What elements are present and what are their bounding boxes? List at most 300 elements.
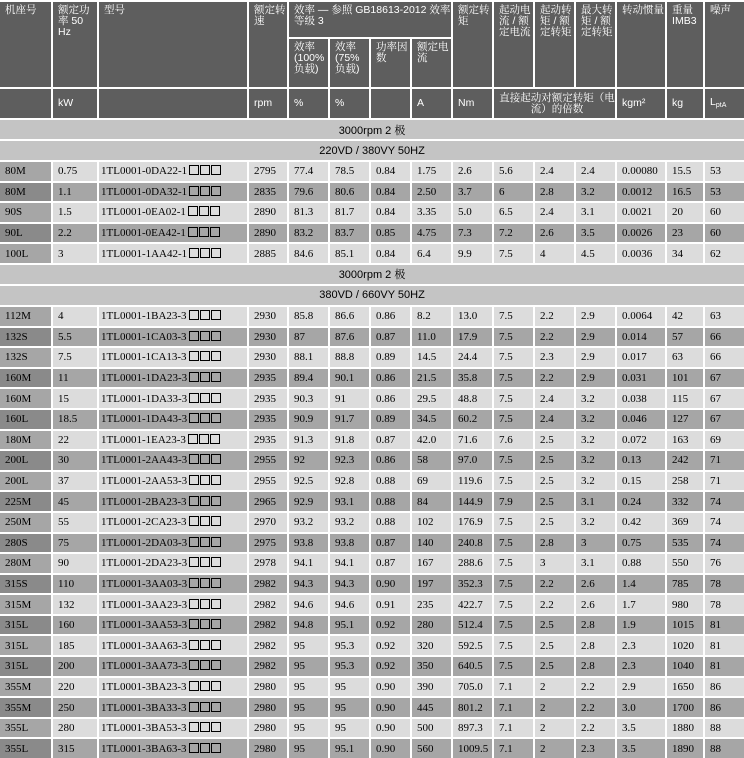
model-code: 1TL0001-0DA32-1 <box>101 185 188 198</box>
cell-start-current: 7.5 <box>493 574 534 595</box>
square-icon <box>189 351 199 361</box>
cell-max-torque: 2.9 <box>575 347 616 368</box>
cell-start-current: 6 <box>493 182 534 203</box>
col-eff75: 效率 (75% 负载) <box>329 38 370 88</box>
cell-max-torque: 4.5 <box>575 243 616 264</box>
unit-pf <box>370 88 411 119</box>
square-icon <box>211 310 221 320</box>
cell-model <box>98 409 248 430</box>
table-row <box>0 718 744 739</box>
option-boxes <box>188 475 221 487</box>
square-icon <box>200 186 210 196</box>
col-eff100: 效率 (100% 负载) <box>288 38 329 88</box>
table-row <box>0 574 744 595</box>
square-icon <box>200 475 210 485</box>
cell-torque: 640.5 <box>452 656 493 677</box>
cell-current: 445 <box>411 697 452 718</box>
square-icon <box>199 227 209 237</box>
square-icon <box>211 599 221 609</box>
cell-eff75: 95 <box>329 697 370 718</box>
cell-power: 37 <box>52 471 98 492</box>
col-start-current: 起动电流 / 额定电流 <box>493 1 534 88</box>
model-code: 1TL0001-2CA23-3 <box>101 516 187 529</box>
cell-eff75: 90.1 <box>329 368 370 389</box>
cell-model <box>98 368 248 389</box>
unit-current: A <box>411 88 452 119</box>
cell-weight: 1890 <box>666 738 704 758</box>
cell-current: 69 <box>411 471 452 492</box>
square-icon <box>200 516 210 526</box>
cell-eff100: 95 <box>288 656 329 677</box>
cell-pf: 0.90 <box>370 697 411 718</box>
square-icon <box>200 722 210 732</box>
cell-model <box>98 574 248 595</box>
cell-eff100: 94.6 <box>288 594 329 615</box>
col-power: 额定功率 50 Hz <box>52 1 98 88</box>
square-icon <box>189 248 199 258</box>
model-code: 1TL0001-0EA02-1 <box>101 206 186 219</box>
cell-weight: 57 <box>666 327 704 348</box>
cell-start-current: 7.5 <box>493 306 534 327</box>
option-boxes <box>188 454 221 466</box>
cell-torque: 705.0 <box>452 677 493 698</box>
square-icon <box>200 640 210 650</box>
cell-start-torque: 2.5 <box>534 615 575 636</box>
cell-power: 220 <box>52 677 98 698</box>
cell-inertia: 0.017 <box>616 347 666 368</box>
cell-frame: 355M <box>0 697 52 718</box>
square-icon <box>189 454 199 464</box>
cell-pf: 0.87 <box>370 327 411 348</box>
cell-noise: 67 <box>704 388 744 409</box>
unit-noise <box>704 88 744 119</box>
square-icon <box>189 186 199 196</box>
cell-power: 90 <box>52 553 98 574</box>
cell-weight: 332 <box>666 491 704 512</box>
cell-speed: 2885 <box>248 243 288 264</box>
cell-frame: 132S <box>0 347 52 368</box>
cell-current: 42.0 <box>411 430 452 451</box>
cell-inertia: 0.072 <box>616 430 666 451</box>
option-boxes <box>188 640 221 652</box>
cell-power: 185 <box>52 635 98 656</box>
cell-speed: 2980 <box>248 718 288 739</box>
cell-eff75: 94.3 <box>329 574 370 595</box>
cell-power: 4 <box>52 306 98 327</box>
cell-frame: 200L <box>0 471 52 492</box>
cell-start-torque: 2.5 <box>534 635 575 656</box>
cell-frame: 180M <box>0 430 52 451</box>
cell-torque: 5.0 <box>452 202 493 223</box>
cell-current: 84 <box>411 491 452 512</box>
cell-weight: 1650 <box>666 677 704 698</box>
model-code: 1TL0001-3BA33-3 <box>101 701 187 714</box>
cell-weight: 15.5 <box>666 161 704 182</box>
cell-eff100: 95 <box>288 697 329 718</box>
cell-eff75: 92.8 <box>329 471 370 492</box>
model-code: 1TL0001-3AA53-3 <box>101 619 188 632</box>
cell-torque: 240.8 <box>452 533 493 554</box>
cell-speed: 2970 <box>248 512 288 533</box>
table-row <box>0 738 744 758</box>
option-boxes <box>188 186 221 198</box>
square-icon <box>211 557 221 567</box>
cell-weight: 369 <box>666 512 704 533</box>
cell-power: 5.5 <box>52 327 98 348</box>
cell-start-torque: 3 <box>534 553 575 574</box>
cell-weight: 980 <box>666 594 704 615</box>
cell-noise: 78 <box>704 594 744 615</box>
cell-start-torque: 2.2 <box>534 306 575 327</box>
cell-pf: 0.89 <box>370 409 411 430</box>
col-efficiency-group: 效率 — 参照 GB18613-2012 效率等级 3 <box>288 1 452 38</box>
col-max-torque: 最大转矩 / 额定转矩 <box>575 1 616 88</box>
cell-eff100: 95 <box>288 677 329 698</box>
cell-max-torque: 2.4 <box>575 161 616 182</box>
square-icon <box>200 413 210 423</box>
cell-model <box>98 223 248 244</box>
square-icon <box>189 702 199 712</box>
table-row <box>0 677 744 698</box>
cell-start-current: 7.6 <box>493 430 534 451</box>
cell-weight: 101 <box>666 368 704 389</box>
option-boxes <box>188 702 221 714</box>
cell-eff75: 80.6 <box>329 182 370 203</box>
cell-current: 6.4 <box>411 243 452 264</box>
cell-start-torque: 2.4 <box>534 161 575 182</box>
square-icon <box>211 413 221 423</box>
cell-start-current: 7.5 <box>493 388 534 409</box>
square-icon <box>189 557 199 567</box>
option-boxes <box>188 372 221 384</box>
cell-torque: 3.7 <box>452 182 493 203</box>
model-code: 1TL0001-2AA53-3 <box>101 475 188 488</box>
cell-noise: 60 <box>704 223 744 244</box>
cell-power: 200 <box>52 656 98 677</box>
cell-pf: 0.87 <box>370 553 411 574</box>
cell-power: 15 <box>52 388 98 409</box>
cell-eff100: 93.2 <box>288 512 329 533</box>
cell-speed: 2935 <box>248 368 288 389</box>
cell-noise: 66 <box>704 347 744 368</box>
square-icon <box>211 619 221 629</box>
col-torque: 额定转矩 <box>452 1 493 88</box>
cell-noise: 86 <box>704 677 744 698</box>
cell-torque: 592.5 <box>452 635 493 656</box>
col-power-factor: 功率因数 <box>370 38 411 88</box>
cell-eff100: 77.4 <box>288 161 329 182</box>
cell-start-current: 7.5 <box>493 512 534 533</box>
cell-eff100: 89.4 <box>288 368 329 389</box>
cell-power: 55 <box>52 512 98 533</box>
cell-eff75: 93.8 <box>329 533 370 554</box>
cell-model <box>98 738 248 758</box>
cell-noise: 53 <box>704 182 744 203</box>
cell-start-current: 7.5 <box>493 553 534 574</box>
square-icon <box>211 186 221 196</box>
cell-pf: 0.92 <box>370 635 411 656</box>
cell-torque: 48.8 <box>452 388 493 409</box>
cell-eff75: 94.6 <box>329 594 370 615</box>
cell-noise: 74 <box>704 533 744 554</box>
cell-start-torque: 2.8 <box>534 182 575 203</box>
cell-max-torque: 2.6 <box>575 594 616 615</box>
cell-weight: 1015 <box>666 615 704 636</box>
cell-max-torque: 3.2 <box>575 430 616 451</box>
option-boxes <box>187 206 220 218</box>
square-icon <box>211 516 221 526</box>
unit-model <box>98 88 248 119</box>
cell-frame: 315L <box>0 656 52 677</box>
cell-pf: 0.91 <box>370 594 411 615</box>
square-icon <box>211 681 221 691</box>
cell-eff75: 85.1 <box>329 243 370 264</box>
option-boxes <box>188 516 221 528</box>
cell-inertia: 0.42 <box>616 512 666 533</box>
cell-noise: 53 <box>704 161 744 182</box>
cell-weight: 1040 <box>666 656 704 677</box>
cell-start-current: 6.5 <box>493 202 534 223</box>
square-icon <box>189 372 199 382</box>
cell-current: 350 <box>411 656 452 677</box>
col-frame: 机座号 <box>0 1 52 88</box>
cell-frame: 280M <box>0 553 52 574</box>
cell-eff75: 95.1 <box>329 738 370 758</box>
cell-pf: 0.86 <box>370 306 411 327</box>
cell-power: 18.5 <box>52 409 98 430</box>
cell-model <box>98 718 248 739</box>
cell-speed: 2930 <box>248 306 288 327</box>
cell-torque: 60.2 <box>452 409 493 430</box>
table-row <box>0 202 744 223</box>
cell-pf: 0.84 <box>370 243 411 264</box>
cell-start-current: 7.5 <box>493 635 534 656</box>
cell-weight: 535 <box>666 533 704 554</box>
square-icon <box>188 206 198 216</box>
cell-speed: 2982 <box>248 574 288 595</box>
model-code: 1TL0001-1CA03-3 <box>101 330 187 343</box>
cell-eff100: 92.9 <box>288 491 329 512</box>
cell-eff100: 95 <box>288 718 329 739</box>
cell-power: 160 <box>52 615 98 636</box>
cell-torque: 512.4 <box>452 615 493 636</box>
option-boxes <box>188 722 221 734</box>
cell-eff75: 86.6 <box>329 306 370 327</box>
cell-frame: 355L <box>0 718 52 739</box>
cell-eff100: 83.2 <box>288 223 329 244</box>
cell-current: 3.35 <box>411 202 452 223</box>
cell-current: 197 <box>411 574 452 595</box>
cell-torque: 2.6 <box>452 161 493 182</box>
cell-speed: 2890 <box>248 202 288 223</box>
cell-current: 14.5 <box>411 347 452 368</box>
cell-frame: 355L <box>0 738 52 758</box>
cell-model <box>98 553 248 574</box>
table-row <box>0 223 744 244</box>
cell-start-current: 7.5 <box>493 368 534 389</box>
cell-weight: 1020 <box>666 635 704 656</box>
cell-frame: 100L <box>0 243 52 264</box>
cell-model <box>98 388 248 409</box>
cell-eff100: 85.8 <box>288 306 329 327</box>
cell-pf: 0.89 <box>370 347 411 368</box>
unit-ratio-note: 直接起动对额定转矩（电流）的倍数 <box>493 88 616 119</box>
cell-start-torque: 2.5 <box>534 491 575 512</box>
cell-inertia: 0.0036 <box>616 243 666 264</box>
table-row <box>0 409 744 430</box>
cell-current: 390 <box>411 677 452 698</box>
cell-eff100: 94.3 <box>288 574 329 595</box>
cell-power: 30 <box>52 450 98 471</box>
cell-noise: 63 <box>704 306 744 327</box>
cell-eff100: 87 <box>288 327 329 348</box>
unit-noise-main: L <box>710 95 716 108</box>
square-icon <box>200 702 210 712</box>
cell-current: 4.75 <box>411 223 452 244</box>
cell-speed: 2982 <box>248 594 288 615</box>
table-row <box>0 471 744 492</box>
cell-eff75: 88.8 <box>329 347 370 368</box>
cell-weight: 1880 <box>666 718 704 739</box>
cell-noise: 69 <box>704 430 744 451</box>
cell-frame: 80M <box>0 182 52 203</box>
cell-eff100: 90.9 <box>288 409 329 430</box>
cell-max-torque: 3.2 <box>575 182 616 203</box>
cell-model <box>98 161 248 182</box>
cell-max-torque: 2.8 <box>575 615 616 636</box>
table-row <box>0 347 744 368</box>
cell-max-torque: 2.9 <box>575 327 616 348</box>
cell-weight: 127 <box>666 409 704 430</box>
cell-power: 250 <box>52 697 98 718</box>
square-icon <box>189 578 199 588</box>
cell-torque: 801.2 <box>452 697 493 718</box>
cell-noise: 74 <box>704 512 744 533</box>
cell-current: 280 <box>411 615 452 636</box>
table-row <box>0 430 744 451</box>
cell-torque: 71.6 <box>452 430 493 451</box>
cell-noise: 71 <box>704 450 744 471</box>
cell-eff100: 79.6 <box>288 182 329 203</box>
cell-current: 235 <box>411 594 452 615</box>
cell-noise: 76 <box>704 553 744 574</box>
cell-max-torque: 3.2 <box>575 409 616 430</box>
cell-eff100: 92 <box>288 450 329 471</box>
cell-torque: 119.6 <box>452 471 493 492</box>
cell-pf: 0.90 <box>370 574 411 595</box>
cell-start-current: 7.5 <box>493 615 534 636</box>
cell-start-torque: 2.6 <box>534 223 575 244</box>
cell-noise: 81 <box>704 615 744 636</box>
square-icon <box>200 743 210 753</box>
cell-speed: 2980 <box>248 738 288 758</box>
cell-max-torque: 3.1 <box>575 491 616 512</box>
cell-frame: 200L <box>0 450 52 471</box>
cell-power: 110 <box>52 574 98 595</box>
cell-eff100: 81.3 <box>288 202 329 223</box>
unit-weight: kg <box>666 88 704 119</box>
cell-start-torque: 2.2 <box>534 368 575 389</box>
cell-eff75: 87.6 <box>329 327 370 348</box>
cell-max-torque: 2.9 <box>575 306 616 327</box>
cell-torque: 17.9 <box>452 327 493 348</box>
cell-noise: 81 <box>704 635 744 656</box>
cell-start-current: 7.1 <box>493 677 534 698</box>
cell-start-torque: 2.5 <box>534 656 575 677</box>
cell-pf: 0.84 <box>370 202 411 223</box>
square-icon <box>200 496 210 506</box>
cell-start-torque: 2.8 <box>534 533 575 554</box>
cell-noise: 78 <box>704 574 744 595</box>
model-code: 1TL0001-3AA73-3 <box>101 660 188 673</box>
cell-inertia: 0.046 <box>616 409 666 430</box>
cell-inertia: 0.0064 <box>616 306 666 327</box>
cell-frame: 112M <box>0 306 52 327</box>
square-icon <box>200 351 210 361</box>
cell-eff75: 81.7 <box>329 202 370 223</box>
table-row <box>0 697 744 718</box>
option-boxes <box>187 227 220 239</box>
table-row <box>0 388 744 409</box>
cell-pf: 0.86 <box>370 368 411 389</box>
cell-speed: 2965 <box>248 491 288 512</box>
square-icon <box>211 372 221 382</box>
cell-start-torque: 2.5 <box>534 471 575 492</box>
unit-noise-sub: ptA <box>715 101 727 109</box>
table-row <box>0 161 744 182</box>
cell-eff75: 78.5 <box>329 161 370 182</box>
cell-start-current: 7.9 <box>493 491 534 512</box>
cell-pf: 0.87 <box>370 533 411 554</box>
table-row <box>0 656 744 677</box>
option-boxes <box>188 393 221 405</box>
square-icon <box>189 681 199 691</box>
cell-eff75: 91.7 <box>329 409 370 430</box>
cell-speed: 2935 <box>248 409 288 430</box>
table-row <box>0 533 744 554</box>
cell-inertia: 0.13 <box>616 450 666 471</box>
cell-frame: 315M <box>0 594 52 615</box>
cell-inertia: 0.75 <box>616 533 666 554</box>
model-code: 1TL0001-3AA63-3 <box>101 639 188 652</box>
square-icon <box>199 434 209 444</box>
cell-max-torque: 2.2 <box>575 718 616 739</box>
model-code: 1TL0001-3BA23-3 <box>101 680 187 693</box>
square-icon <box>200 660 210 670</box>
cell-weight: 20 <box>666 202 704 223</box>
cell-power: 280 <box>52 718 98 739</box>
square-icon <box>188 434 198 444</box>
cell-eff75: 95.1 <box>329 615 370 636</box>
cell-speed: 2955 <box>248 450 288 471</box>
cell-pf: 0.86 <box>370 388 411 409</box>
square-icon <box>189 660 199 670</box>
cell-model <box>98 182 248 203</box>
cell-frame: 160L <box>0 409 52 430</box>
cell-model <box>98 243 248 264</box>
cell-weight: 163 <box>666 430 704 451</box>
model-code: 1TL0001-1AA42-1 <box>101 247 188 260</box>
cell-eff75: 95 <box>329 677 370 698</box>
cell-current: 1.75 <box>411 161 452 182</box>
model-code: 1TL0001-3AA03-3 <box>101 577 188 590</box>
cell-model <box>98 327 248 348</box>
unit-eff75: % <box>329 88 370 119</box>
cell-noise: 74 <box>704 491 744 512</box>
cell-eff75: 94.1 <box>329 553 370 574</box>
table-row <box>0 182 744 203</box>
cell-power: 75 <box>52 533 98 554</box>
